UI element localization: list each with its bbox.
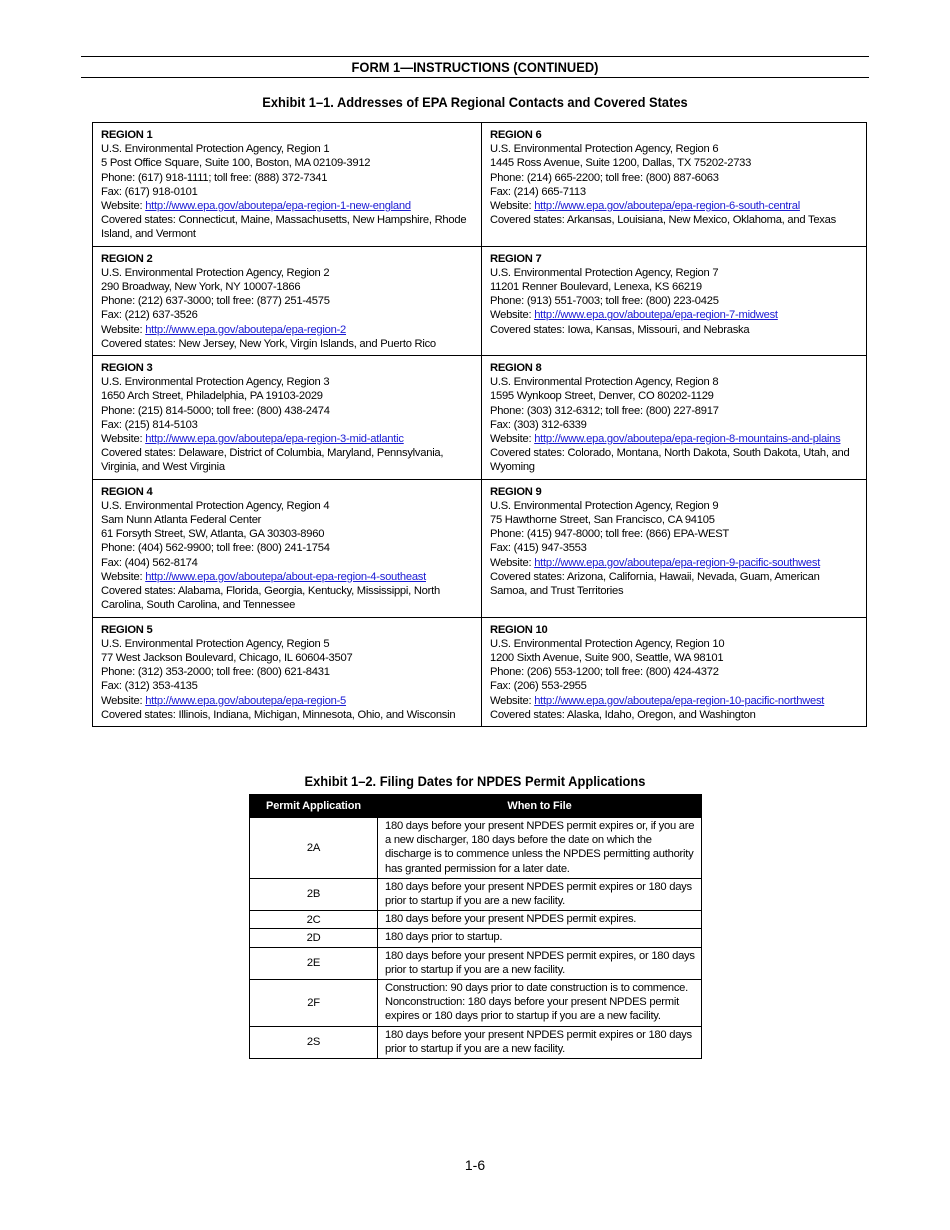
- website-label: Website:: [490, 309, 535, 322]
- region-covered-states: Covered states: Illinois, Indiana, Michigan, Minnesota, Ohio, and Wisconsin: [101, 708, 456, 721]
- region-name: REGION 9: [490, 485, 542, 498]
- region-row: [93, 246, 867, 355]
- region-contact-line: 1445 Ross Avenue, Suite 1200, Dallas, TX 75202-2733: [490, 157, 752, 170]
- region-website-link[interactable]: http://www.epa.gov/aboutepa/about-epa-region-4-southeast: [145, 570, 426, 583]
- website-label: Website:: [101, 433, 146, 446]
- region-cell: [482, 356, 867, 480]
- when-to-file-text: 180 days before your present NPDES permit expires or 180 days prior to startup if you are a new facility.: [378, 878, 702, 910]
- region-contact-line: Phone: (214) 665-2200; toll free: (800) 887-6063: [490, 171, 719, 184]
- region-name: REGION 2: [101, 252, 153, 265]
- region-contact-line: U.S. Environmental Protection Agency, Region 8: [490, 376, 719, 389]
- filing-date-row: [250, 980, 702, 1027]
- region-cell: [93, 356, 482, 480]
- region-website-line: [101, 570, 473, 584]
- filing-dates-table: [249, 794, 702, 1059]
- permit-application-code: 2B: [250, 878, 378, 910]
- permit-application-code: 2E: [250, 947, 378, 979]
- region-contact-line: U.S. Environmental Protection Agency, Region 10: [490, 637, 725, 650]
- region-website-line: [101, 694, 473, 708]
- region-cell: [93, 246, 482, 355]
- region-contact-line: Fax: (617) 918-0101: [101, 185, 198, 198]
- region-cell: [482, 617, 867, 726]
- region-contact-line: Phone: (913) 551-7003; toll free: (800) 223-0425: [490, 295, 719, 308]
- region-contact-line: Fax: (206) 553-2955: [490, 680, 587, 693]
- website-label: Website:: [101, 570, 146, 583]
- region-website-line: [490, 694, 858, 708]
- region-cell: [482, 123, 867, 247]
- column-header-when-to-file: When to File: [378, 795, 702, 818]
- region-contact-line: 5 Post Office Square, Suite 100, Boston, MA 02109-3912: [101, 157, 371, 170]
- filing-date-row: [250, 878, 702, 910]
- website-label: Website:: [101, 200, 146, 213]
- filing-date-row: [250, 911, 702, 929]
- region-name: REGION 5: [101, 623, 153, 636]
- region-website-link[interactable]: http://www.epa.gov/aboutepa/epa-region-6-south-central: [534, 200, 800, 213]
- region-contact-line: U.S. Environmental Protection Agency, Region 6: [490, 143, 719, 156]
- region-website-line: [490, 199, 858, 213]
- region-contact-line: 11201 Renner Boulevard, Lenexa, KS 66219: [490, 281, 702, 294]
- region-contact-line: Phone: (212) 637-3000; toll free: (877) 251-4575: [101, 295, 330, 308]
- region-contact-line: U.S. Environmental Protection Agency, Region 1: [101, 143, 330, 156]
- region-contact-line: U.S. Environmental Protection Agency, Region 3: [101, 376, 330, 389]
- region-covered-states: Covered states: New Jersey, New York, Virgin Islands, and Puerto Rico: [101, 337, 436, 350]
- region-website-line: [101, 323, 473, 337]
- region-name: REGION 1: [101, 129, 153, 141]
- region-contact-line: Fax: (212) 637-3526: [101, 309, 198, 322]
- region-cell: [482, 246, 867, 355]
- filing-dates-header-row: [250, 795, 702, 818]
- region-contact-line: Fax: (404) 562-8174: [101, 556, 198, 569]
- region-row: [93, 617, 867, 726]
- region-contact-line: Sam Nunn Atlanta Federal Center: [101, 514, 262, 527]
- form-header-title: FORM 1—INSTRUCTIONS (CONTINUED): [351, 59, 599, 75]
- region-contact-line: U.S. Environmental Protection Agency, Region 2: [101, 266, 330, 279]
- region-contact-line: 1650 Arch Street, Philadelphia, PA 19103-2029: [101, 390, 323, 403]
- region-contact-line: U.S. Environmental Protection Agency, Region 4: [101, 499, 330, 512]
- region-website-line: [101, 432, 473, 446]
- region-name: REGION 7: [490, 252, 542, 265]
- region-contact-line: Phone: (404) 562-9900; toll free: (800) 241-1754: [101, 542, 330, 555]
- region-cell: [93, 479, 482, 617]
- filing-date-row: [250, 947, 702, 979]
- region-covered-states: Covered states: Alaska, Idaho, Oregon, and Washington: [490, 708, 756, 721]
- when-to-file-text: Construction: 90 days prior to date construction is to commence. Nonconstruction: 180 days before your present NPDES permit expires or 180 days prior to startup if you are a new facility.: [378, 980, 702, 1027]
- region-contact-line: 61 Forsyth Street, SW, Atlanta, GA 30303-8960: [101, 528, 325, 541]
- exhibit-1-title: Exhibit 1–1. Addresses of EPA Regional Contacts and Covered States: [262, 94, 688, 110]
- permit-application-code: 2C: [250, 911, 378, 929]
- region-covered-states: Covered states: Arkansas, Louisiana, New Mexico, Oklahoma, and Texas: [490, 214, 836, 227]
- column-header-permit-application: Permit Application: [250, 795, 378, 818]
- permit-application-code: 2F: [250, 980, 378, 1027]
- region-contact-line: Fax: (214) 665-7113: [490, 185, 586, 198]
- region-covered-states: Covered states: Colorado, Montana, North Dakota, South Dakota, Utah, and Wyoming: [490, 447, 850, 474]
- region-contact-line: Phone: (617) 918-1111; toll free: (888) 372-7341: [101, 171, 328, 184]
- region-cell: [93, 123, 482, 247]
- region-contact-line: 75 Hawthorne Street, San Francisco, CA 94105: [490, 514, 715, 527]
- header-bottom-rule: [81, 77, 869, 78]
- when-to-file-text: 180 days prior to startup.: [378, 929, 702, 947]
- permit-application-code: 2S: [250, 1026, 378, 1058]
- region-contact-line: Phone: (215) 814-5000; toll free: (800) 438-2474: [101, 404, 330, 417]
- region-row: [93, 356, 867, 480]
- region-website-line: [101, 199, 473, 213]
- when-to-file-text: 180 days before your present NPDES permit expires.: [378, 911, 702, 929]
- website-label: Website:: [490, 694, 535, 707]
- when-to-file-text: 180 days before your present NPDES permit expires or 180 days prior to startup if you are a new facility.: [378, 1026, 702, 1058]
- regional-contacts-table: [92, 122, 867, 727]
- region-contact-line: Fax: (415) 947-3553: [490, 542, 587, 555]
- region-covered-states: Covered states: Iowa, Kansas, Missouri, and Nebraska: [490, 323, 750, 336]
- filing-date-row: [250, 929, 702, 947]
- region-contact-line: 1595 Wynkoop Street, Denver, CO 80202-1129: [490, 390, 714, 403]
- region-website-link[interactable]: http://www.epa.gov/aboutepa/epa-region-5: [145, 694, 347, 707]
- region-contact-line: Phone: (415) 947-8000; toll free: (866) EPA-WEST: [490, 528, 730, 541]
- region-contact-line: 290 Broadway, New York, NY 10007-1866: [101, 281, 301, 294]
- when-to-file-text: 180 days before your present NPDES permit expires, or 180 days prior to startup if you are a new facility.: [378, 947, 702, 979]
- region-website-link[interactable]: http://www.epa.gov/aboutepa/epa-region-8-mountains-and-plains: [534, 433, 841, 446]
- website-label: Website:: [490, 200, 535, 213]
- region-contact-line: Phone: (206) 553-1200; toll free: (800) 424-4372: [490, 666, 719, 679]
- region-row: [93, 479, 867, 617]
- permit-application-code: 2D: [250, 929, 378, 947]
- region-website-link[interactable]: http://www.epa.gov/aboutepa/epa-region-1-new-england: [145, 200, 411, 213]
- region-contact-line: Phone: (303) 312-6312; toll free: (800) 227-8917: [490, 404, 719, 417]
- website-label: Website:: [101, 323, 146, 336]
- region-cell: [93, 617, 482, 726]
- region-website-link[interactable]: http://www.epa.gov/aboutepa/epa-region-10-pacific-northwest: [534, 694, 825, 707]
- region-website-line: [490, 432, 858, 446]
- region-cell: [482, 479, 867, 617]
- region-contact-line: U.S. Environmental Protection Agency, Region 5: [101, 637, 330, 650]
- region-row: [93, 123, 867, 247]
- region-covered-states: Covered states: Delaware, District of Columbia, Maryland, Pennsylvania, Virginia, and West Virginia: [101, 447, 444, 474]
- region-covered-states: Covered states: Alabama, Florida, Georgia, Kentucky, Mississippi, North Carolina, South Carolina, and Tennessee: [101, 585, 440, 612]
- region-name: REGION 3: [101, 362, 153, 375]
- region-contact-line: 77 West Jackson Boulevard, Chicago, IL 60604-3507: [101, 651, 353, 664]
- permit-application-code: 2A: [250, 818, 378, 879]
- region-website-link[interactable]: http://www.epa.gov/aboutepa/epa-region-3-mid-atlantic: [145, 433, 404, 446]
- website-label: Website:: [490, 556, 535, 569]
- region-contact-line: U.S. Environmental Protection Agency, Region 9: [490, 499, 719, 512]
- region-contact-line: Fax: (215) 814-5103: [101, 418, 198, 431]
- region-covered-states: Covered states: Arizona, California, Hawaii, Nevada, Guam, American Samoa, and Trust Territories: [490, 570, 820, 598]
- region-contact-line: Fax: (303) 312-6339: [490, 418, 587, 431]
- region-covered-states: Covered states: Connecticut, Maine, Massachusetts, New Hampshire, Rhode Island, and Vermont: [101, 214, 467, 241]
- header-top-rule: [81, 56, 869, 57]
- region-website-link[interactable]: http://www.epa.gov/aboutepa/epa-region-2: [145, 323, 347, 336]
- region-name: REGION 8: [490, 362, 542, 375]
- region-website-link[interactable]: http://www.epa.gov/aboutepa/epa-region-9-pacific-southwest: [534, 556, 821, 569]
- region-name: REGION 4: [101, 485, 153, 498]
- website-label: Website:: [490, 433, 535, 446]
- region-contact-line: Fax: (312) 353-4135: [101, 680, 198, 693]
- region-website-link[interactable]: http://www.epa.gov/aboutepa/epa-region-7-midwest: [534, 309, 778, 322]
- filing-date-row: [250, 1026, 702, 1058]
- region-contact-line: U.S. Environmental Protection Agency, Region 7: [490, 266, 719, 279]
- website-label: Website:: [101, 694, 146, 707]
- page-number: 1-6: [464, 1157, 486, 1173]
- region-name: REGION 6: [490, 129, 542, 141]
- region-website-line: [490, 556, 858, 570]
- region-website-line: [490, 308, 858, 322]
- when-to-file-text: 180 days before your present NPDES permit expires or, if you are a new discharger, 180 days before the date on which the discharge is to commence unless the NPDES permitting authority has granted permission for a later date.: [378, 818, 702, 879]
- region-contact-line: 1200 Sixth Avenue, Suite 900, Seattle, WA 98101: [490, 651, 724, 664]
- region-contact-line: Phone: (312) 353-2000; toll free: (800) 621-8431: [101, 666, 330, 679]
- exhibit-2-title: Exhibit 1–2. Filing Dates for NPDES Permit Applications: [304, 773, 646, 789]
- region-name: REGION 10: [490, 623, 548, 636]
- filing-date-row: [250, 818, 702, 879]
